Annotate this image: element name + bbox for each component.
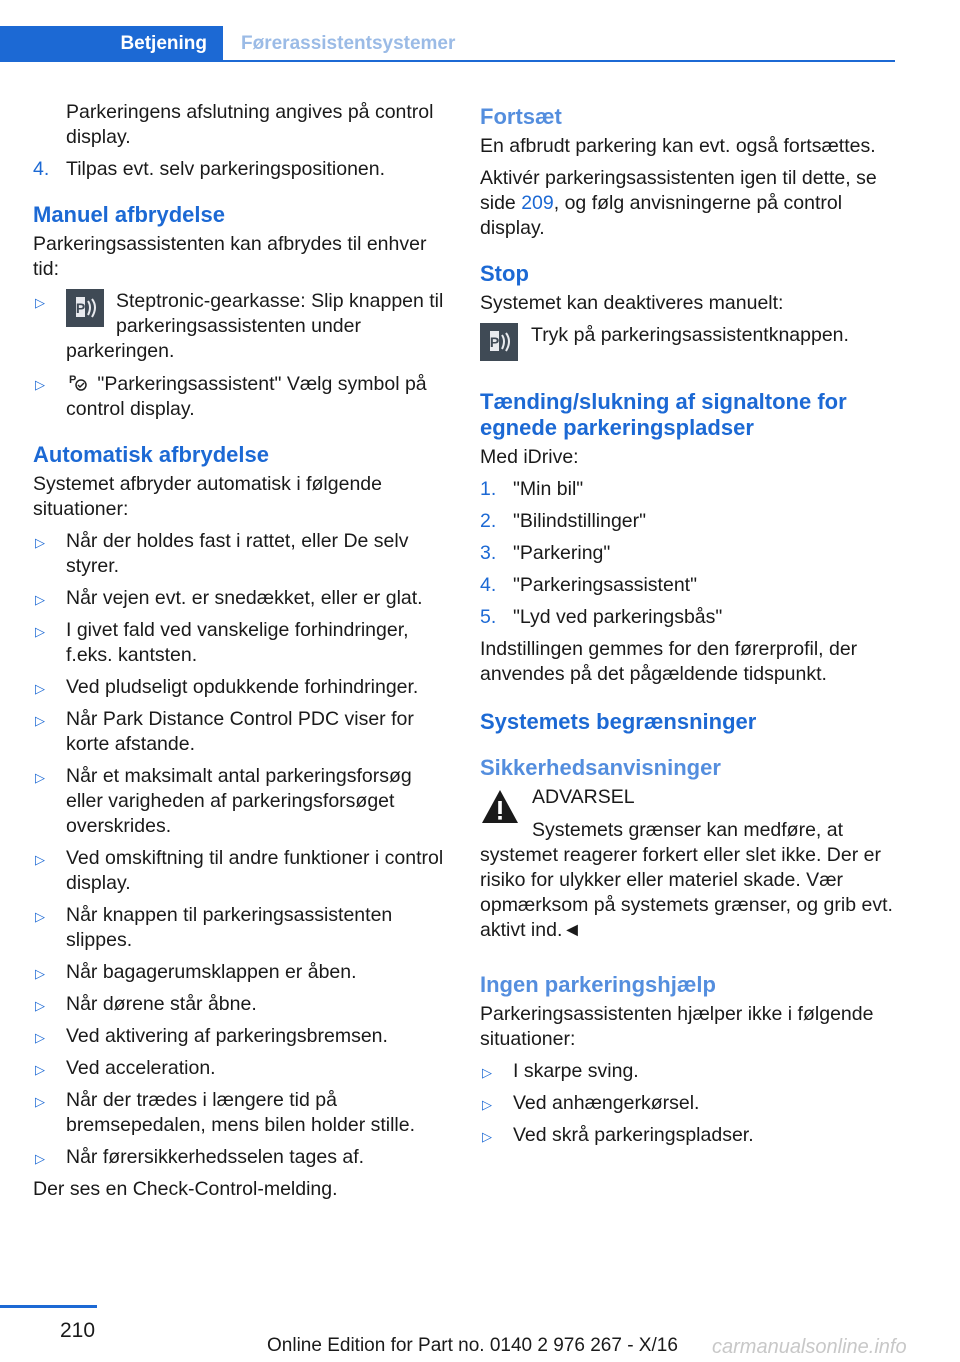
warning-text: Systemets grænser kan medføre, at systemet reagerer forkert eller slet ikke. Der er risiko for ulykker eller materiel skade. Vær opmærksom på systemets grænser, og grib evt. aktivt ind.◄ bbox=[480, 819, 893, 941]
step-text: "Parkeringsassistent" bbox=[513, 574, 698, 596]
step-number: 4. bbox=[33, 158, 50, 180]
bullet-triangle-icon: ▷ bbox=[35, 624, 45, 639]
page-reference-link[interactable]: 209 bbox=[521, 192, 554, 214]
edition-note: Online Edition for Part no. 0140 2 976 267 - X/16 bbox=[267, 1335, 678, 1356]
list-item-text: Ved aktivering af parkeringsbremsen. bbox=[66, 1025, 388, 1047]
list-item-text: Ved skrå parkeringspladser. bbox=[513, 1124, 754, 1146]
list-item-text: Ved pludseligt opdukkende forhindringer. bbox=[66, 676, 419, 698]
list-item-text: I givet fald ved vanskelige forhindringer, f.eks. kantsten. bbox=[66, 619, 409, 666]
list-item bbox=[33, 371, 448, 422]
stop-button-text: Tryk på parkeringsassistentknappen. bbox=[531, 324, 849, 346]
tone-text: Med iDrive: bbox=[480, 446, 579, 468]
step-number: 1. bbox=[480, 478, 497, 500]
list-item-text: I skarpe sving. bbox=[513, 1060, 639, 1082]
list-item bbox=[33, 289, 448, 364]
step-text: Tilpas evt. selv parkeringspositionen. bbox=[66, 158, 386, 180]
bullet-triangle-icon: ▷ bbox=[35, 966, 45, 981]
step-number: 5. bbox=[480, 606, 497, 628]
bullet-triangle-icon: ▷ bbox=[35, 852, 45, 867]
parking-assistant-button-icon bbox=[480, 323, 518, 361]
right-column bbox=[480, 100, 895, 1155]
section-heading-no-help: Ingen parkeringshjælp bbox=[480, 972, 716, 997]
list-item-text: "Parkeringsassistent" Vælg symbol på control display. bbox=[66, 373, 427, 420]
section-heading-stop: Stop bbox=[480, 261, 529, 286]
list-item-text: Ved omskiftning til andre funktioner i control display. bbox=[66, 847, 444, 894]
continue-text-2 bbox=[480, 166, 895, 241]
list-item-text: Når bagagerumsklappen er åben. bbox=[66, 961, 357, 983]
list-item bbox=[33, 1088, 448, 1138]
step-item bbox=[480, 509, 895, 534]
step-item bbox=[480, 477, 895, 502]
bullet-triangle-icon: ▷ bbox=[35, 535, 45, 550]
bullet-triangle-icon: ▷ bbox=[35, 770, 45, 785]
list-item-text: Når der holdes fast i rattet, eller De selv styrer. bbox=[66, 530, 409, 577]
section-heading-continue: Fortsæt bbox=[480, 104, 562, 129]
section-text-manual: Parkeringsassistenten kan afbrydes til enhver tid: bbox=[33, 233, 427, 280]
list-item bbox=[480, 1059, 895, 1084]
list-item-text: Når et maksimalt antal parkeringsforsøg eller varigheden af parkeringsforsøget overskrides. bbox=[66, 765, 412, 837]
tone-note: Indstillingen gemmes for den førerprofil, der anvendes på det pågældende tidspunkt. bbox=[480, 638, 858, 685]
step-text: "Min bil" bbox=[513, 478, 584, 500]
step-number: 3. bbox=[480, 542, 497, 564]
list-item bbox=[33, 529, 448, 579]
list-item bbox=[33, 707, 448, 757]
list-item-text: Når førersikkerhedsselen tages af. bbox=[66, 1146, 365, 1168]
section-tab-betjening[interactable]: Betjening bbox=[0, 26, 223, 60]
step-item bbox=[480, 605, 895, 630]
warning-title: ADVARSEL bbox=[532, 786, 635, 808]
page-header bbox=[0, 26, 895, 62]
list-item bbox=[33, 903, 448, 953]
stop-instruction bbox=[480, 323, 895, 361]
list-item bbox=[480, 1123, 895, 1148]
section-heading-limits: Systemets begrænsninger bbox=[480, 709, 757, 734]
svg-text:P: P bbox=[75, 300, 86, 316]
list-item-text: Når vejen evt. er snedækket, eller er glat. bbox=[66, 587, 423, 609]
step-text: "Bilindstillinger" bbox=[513, 510, 647, 532]
parking-assistant-symbol-icon bbox=[66, 371, 92, 393]
watermark: carmanualsonline.info bbox=[712, 1336, 907, 1358]
step-item bbox=[480, 541, 895, 566]
section-heading-safety: Sikkerhedsanvisninger bbox=[480, 755, 721, 780]
bullet-triangle-icon: ▷ bbox=[35, 713, 45, 728]
list-item bbox=[480, 1091, 895, 1116]
bullet-triangle-icon: ▷ bbox=[35, 1030, 45, 1045]
bullet-triangle-icon: ▷ bbox=[35, 998, 45, 1013]
bullet-triangle-icon: ▷ bbox=[35, 909, 45, 924]
section-heading-manual: Manuel afbrydelse bbox=[33, 202, 225, 227]
bullet-triangle-icon: ▷ bbox=[35, 681, 45, 696]
list-item-text: Når dørene står åbne. bbox=[66, 993, 257, 1015]
list-item-text: Når Park Distance Control PDC viser for korte afstande. bbox=[66, 708, 414, 755]
bullet-triangle-icon: ▷ bbox=[482, 1129, 492, 1144]
list-item bbox=[33, 1145, 448, 1170]
warning-block bbox=[480, 785, 895, 950]
section-heading-tone: Tænding/slukning af signaltone for egnede parkeringspladser bbox=[480, 389, 847, 440]
parking-assistant-button-icon bbox=[66, 289, 104, 327]
section-text-automatic: Systemet afbryder automatisk i følgende situationer: bbox=[33, 473, 382, 520]
section-tab-forerassistentsystemer[interactable]: Førerassistentsystemer bbox=[241, 32, 456, 54]
list-item bbox=[33, 1056, 448, 1081]
header-divider bbox=[0, 60, 895, 62]
svg-text:P: P bbox=[489, 334, 500, 350]
step-item-4 bbox=[33, 157, 448, 182]
bullet-triangle-icon: ▷ bbox=[35, 1062, 45, 1077]
step-item bbox=[480, 573, 895, 598]
step-text: "Lyd ved parkeringsbås" bbox=[513, 606, 723, 628]
list-item-text: Steptronic-gearkasse: Slip knappen til parkeringsassistenten under parkeringen. bbox=[66, 290, 444, 362]
bullet-triangle-icon: ▷ bbox=[482, 1065, 492, 1080]
bullet-triangle-icon: ▷ bbox=[35, 1151, 45, 1166]
list-item-text: Når knappen til parkeringsassistenten slippes. bbox=[66, 904, 393, 951]
bullet-triangle-icon: ▷ bbox=[35, 592, 45, 607]
continue-text-2-pre: Aktivér parkeringsassistenten igen til dette, se side bbox=[480, 167, 877, 214]
bullet-triangle-icon: ▷ bbox=[35, 377, 45, 392]
continue-text-1: En afbrudt parkering kan evt. også fortsættes. bbox=[480, 135, 876, 157]
list-item bbox=[33, 586, 448, 611]
list-item bbox=[33, 618, 448, 668]
step-text: "Parkering" bbox=[513, 542, 611, 564]
list-item-text: Ved anhængerkørsel. bbox=[513, 1092, 700, 1114]
left-column bbox=[33, 100, 448, 1209]
check-control-note: Der ses en Check-Control-melding. bbox=[33, 1178, 338, 1200]
section-heading-automatic: Automatisk afbrydelse bbox=[33, 442, 269, 467]
step-number: 2. bbox=[480, 510, 497, 532]
list-item bbox=[33, 675, 448, 700]
svg-text:P: P bbox=[69, 374, 77, 386]
stop-text: Systemet kan deaktiveres manuelt: bbox=[480, 292, 784, 314]
list-item bbox=[33, 846, 448, 896]
list-item bbox=[33, 1024, 448, 1049]
list-item-text: Ved acceleration. bbox=[66, 1057, 216, 1079]
step3-continuation: Parkeringens afslutning angives på control display. bbox=[66, 101, 434, 148]
continue-text-2-post: , og følg anvisningerne på control display. bbox=[480, 192, 843, 239]
bullet-triangle-icon: ▷ bbox=[35, 1094, 45, 1109]
bullet-triangle-icon: ▷ bbox=[482, 1097, 492, 1112]
bullet-triangle-icon: ▷ bbox=[35, 295, 45, 310]
list-item bbox=[33, 960, 448, 985]
step-number: 4. bbox=[480, 574, 497, 596]
list-item-text: Når der trædes i længere tid på bremsepedalen, mens bilen holder stille. bbox=[66, 1089, 416, 1136]
list-item bbox=[33, 992, 448, 1017]
warning-triangle-icon bbox=[480, 787, 520, 827]
page-number: 210 bbox=[60, 1319, 96, 1342]
list-item bbox=[33, 764, 448, 839]
footer-divider bbox=[0, 1305, 97, 1308]
no-help-text: Parkeringsassistenten hjælper ikke i følgende situationer: bbox=[480, 1003, 874, 1050]
